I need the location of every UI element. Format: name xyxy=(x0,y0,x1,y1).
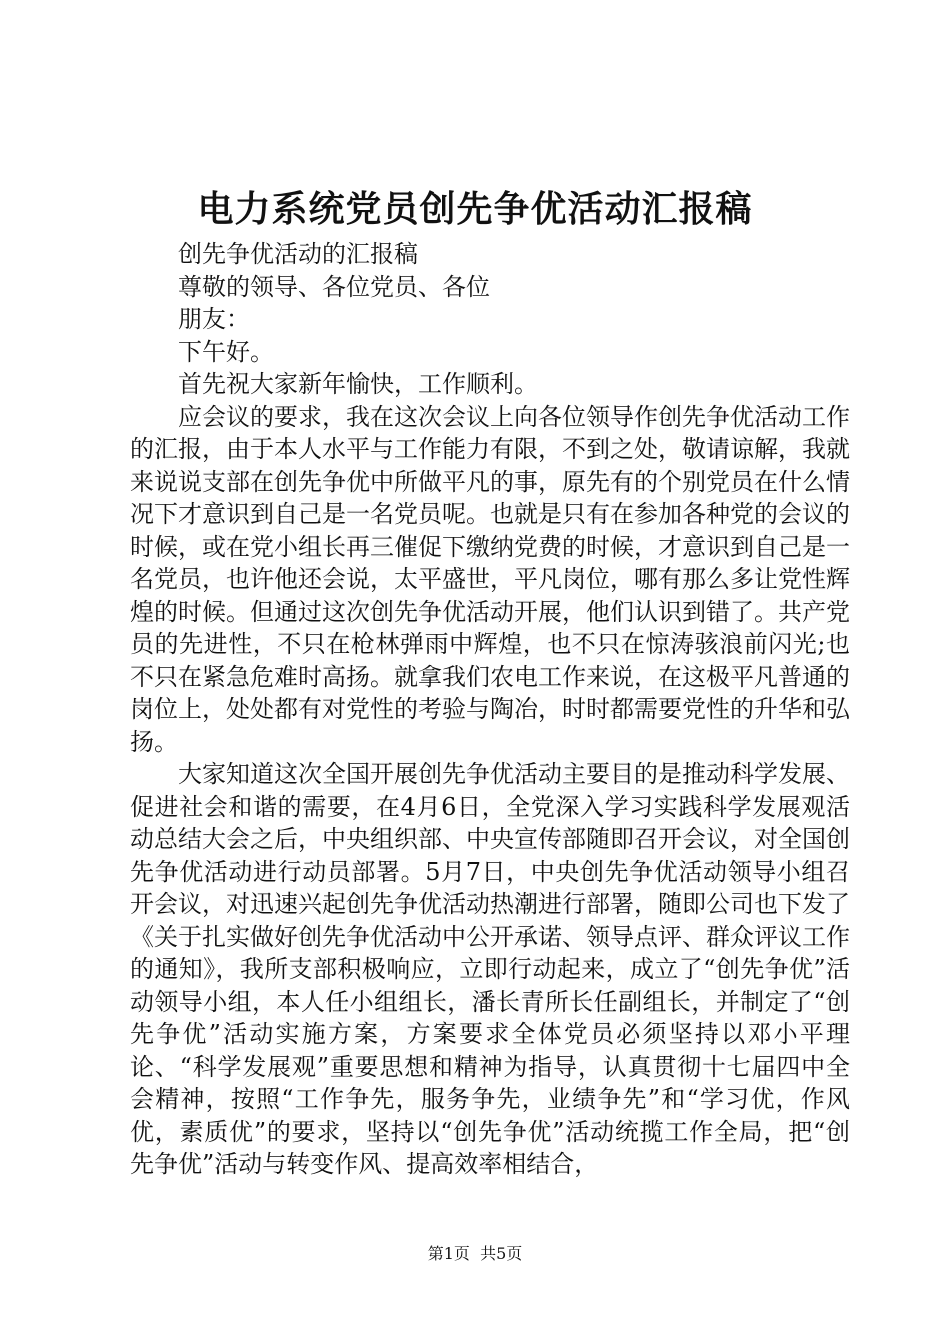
paragraph: 应会议的要求，我在这次会议上向各位领导作创先争优活动工作的汇报，由于本人水平与工作能力有限，不到之处，敬请谅解，我就来说说支部在创先争优中所做平凡的事，原先有的个别党员在什么情况下才意识到自己是一名党员呢。也就是只有在参加各种党的会议的时候，或在党小组长再三催促下缴纳党费的时候，才意识到自己是一名党员，也许他还会说，太平盛世，平凡岗位，哪有那么多让党性辉煌的时候。但通过这次创先争优活动开展，他们认识到错了。共产党员的先进性，不只在枪林弹雨中辉煌，也不只在惊涛骇浪前闪光;也不只在紧急危难时高扬。就拿我们农电工作来说，在这极平凡普通的岗位上，处处都有对党性的考验与陶冶，时时都需要党性的升华和弘扬。 xyxy=(130,402,850,756)
paragraph: 下午好。 xyxy=(178,337,274,366)
paragraph: 首先祝大家新年愉快，工作顺利。 xyxy=(178,370,538,398)
paragraph: 朋友： xyxy=(178,305,250,333)
page-footer xyxy=(0,1244,950,1264)
paragraph: 创先争优活动的汇报稿 xyxy=(178,240,418,268)
page-number: 第1页 共5页 xyxy=(427,1244,523,1263)
paragraph: 尊敬的领导、各位党员、各位 xyxy=(178,272,490,301)
document-title: 电力系统党员创先争优活动汇报稿 xyxy=(197,188,753,230)
paragraph: 大家知道这次全国开展创先争优活动主要目的是推动科学发展、促进社会和谐的需要，在4月6日，全党深入学习实践科学发展观活动总结大会之后，中央组织部、中央宣传部随即召开会议，对全国创先争优活动进行动员部署。5月7日，中央创先争优活动领导小组召开会议，对迅速兴起创先争优活动热潮进行部署，随即公司也下发了《关于扎实做好创先争优活动中公开承诺、领导点评、群众评议工作的通知》，我所支部积极响应，立即行动起来，成立了“创先争优”活动领导小组，本人任小组组长，潘长青所长任副组长，并制定了“创先争优”活动实施方案，方案要求全体党员必须坚持以邓小平理论、“科学发展观”重要思想和精神为指导，认真贯彻十七届四中全会精神，按照“工作争先，服务争先，业绩争先”和“学习优，作风优，素质优”的要求，坚持以“创先争优”活动统揽工作全局，把“创先争优”活动与转变作风、提高效率相结合， xyxy=(130,760,850,1178)
document-body xyxy=(130,238,850,1181)
